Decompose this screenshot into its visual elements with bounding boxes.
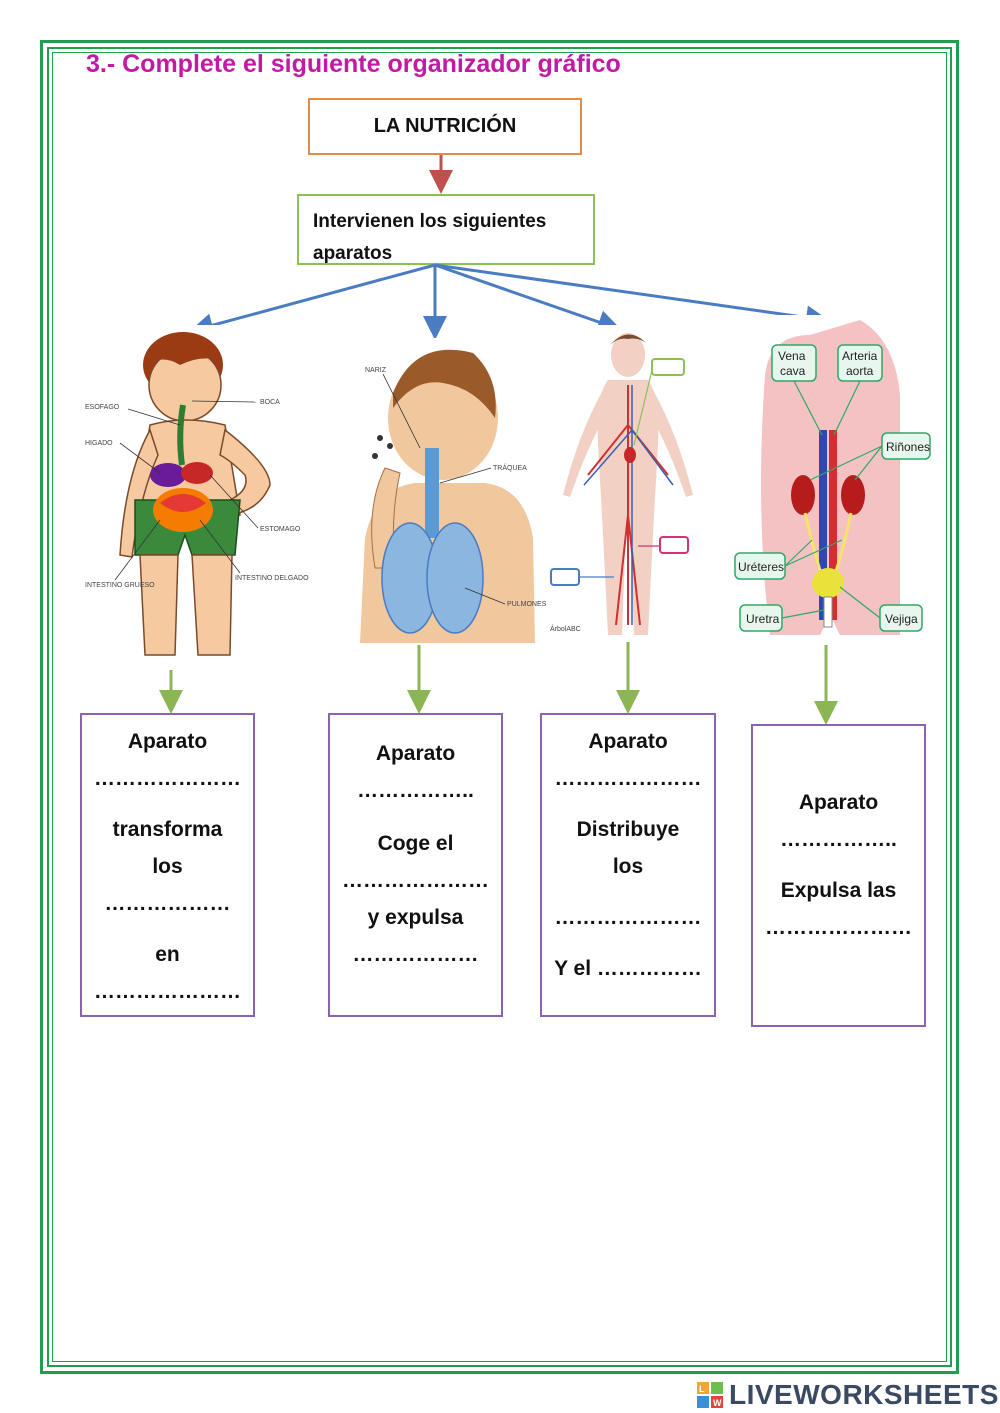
label-pulmones: PULMONES xyxy=(507,601,547,608)
blank-field[interactable]: ………………… xyxy=(94,980,241,1003)
digestive-card xyxy=(80,713,255,1017)
svg-text:aorta: aorta xyxy=(846,364,874,378)
blank-field[interactable]: ……………… xyxy=(352,943,479,966)
systems-intro-box: Intervienen los siguientes aparatos xyxy=(297,194,595,265)
arbol-abc-watermark: ÁrbolABC xyxy=(550,626,581,633)
liveworksheets-logo-icon xyxy=(697,1382,723,1408)
blank-field[interactable]: …………….. xyxy=(780,828,897,851)
card-line: Coge el xyxy=(377,832,454,855)
respiratory-card xyxy=(328,713,503,1017)
label-vena-cava: Vena xyxy=(778,349,806,363)
blank-field[interactable]: ………………… xyxy=(94,767,241,790)
label-higado: HIGADO xyxy=(85,440,113,447)
arrow-to-excretory xyxy=(435,265,824,320)
label-uretra: Uretra xyxy=(746,612,780,626)
blank-field[interactable]: ………………… xyxy=(554,906,702,929)
excretory-card xyxy=(751,724,926,1027)
card-line: Distribuye xyxy=(576,818,680,841)
arrow-to-digestive xyxy=(195,265,435,330)
card-line: en xyxy=(155,943,180,966)
label-traquea: TRÁQUEA xyxy=(493,465,527,472)
card-line: transforma xyxy=(112,818,223,841)
card-line: y expulsa xyxy=(367,906,464,929)
blank-field[interactable]: Y el …………… xyxy=(554,957,702,980)
exercise-title: 3.- Complete el siguiente organizador gráfico xyxy=(86,50,621,78)
blank-field[interactable]: ………………… xyxy=(765,916,912,939)
label-nariz: NARIZ xyxy=(365,367,386,374)
card-line: Aparato xyxy=(127,730,208,753)
label-estomago: ESTOMAGO xyxy=(260,526,301,533)
blank-field[interactable]: …………….. xyxy=(357,779,474,802)
svg-text:cava: cava xyxy=(780,364,806,378)
card-line: Expulsa las xyxy=(780,879,897,902)
blank-field[interactable]: ………………… xyxy=(342,869,489,892)
arrow-to-circulatory xyxy=(435,265,616,328)
card-line: los xyxy=(152,855,183,878)
label-rinones: Riñones xyxy=(886,440,931,454)
card-line: Aparato xyxy=(375,742,456,765)
label-arteria-aorta: Arteria xyxy=(842,349,878,363)
blank-field[interactable]: ………………… xyxy=(554,767,702,790)
excretory-system-image xyxy=(730,315,935,645)
blank-field[interactable]: ……………… xyxy=(104,892,231,915)
circulatory-card xyxy=(540,713,716,1017)
label-ureteres: Uréteres xyxy=(738,560,785,574)
liveworksheets-logo[interactable] xyxy=(697,1379,999,1411)
card-line: Aparato xyxy=(798,791,879,814)
liveworksheets-logo-text: LIVEWORKSHEETS xyxy=(729,1379,999,1410)
svg-text:W: W xyxy=(713,1398,722,1408)
label-intestino-grueso: INTESTINO GRUESO xyxy=(85,582,155,589)
digestive-system-image xyxy=(80,325,310,670)
circulatory-system-image xyxy=(548,325,703,640)
card-line: los xyxy=(612,855,644,878)
label-intestino-delgado: INTESTINO DELGADO xyxy=(235,575,309,582)
respiratory-system-image xyxy=(355,338,547,643)
card-line: Aparato xyxy=(588,730,668,753)
nutrition-box: LA NUTRICIÓN xyxy=(308,98,582,155)
label-vejiga: Vejiga xyxy=(885,612,918,626)
label-boca: BOCA xyxy=(260,399,280,406)
svg-text:L: L xyxy=(699,1384,705,1394)
label-esofago: ESOFAGO xyxy=(85,404,120,411)
